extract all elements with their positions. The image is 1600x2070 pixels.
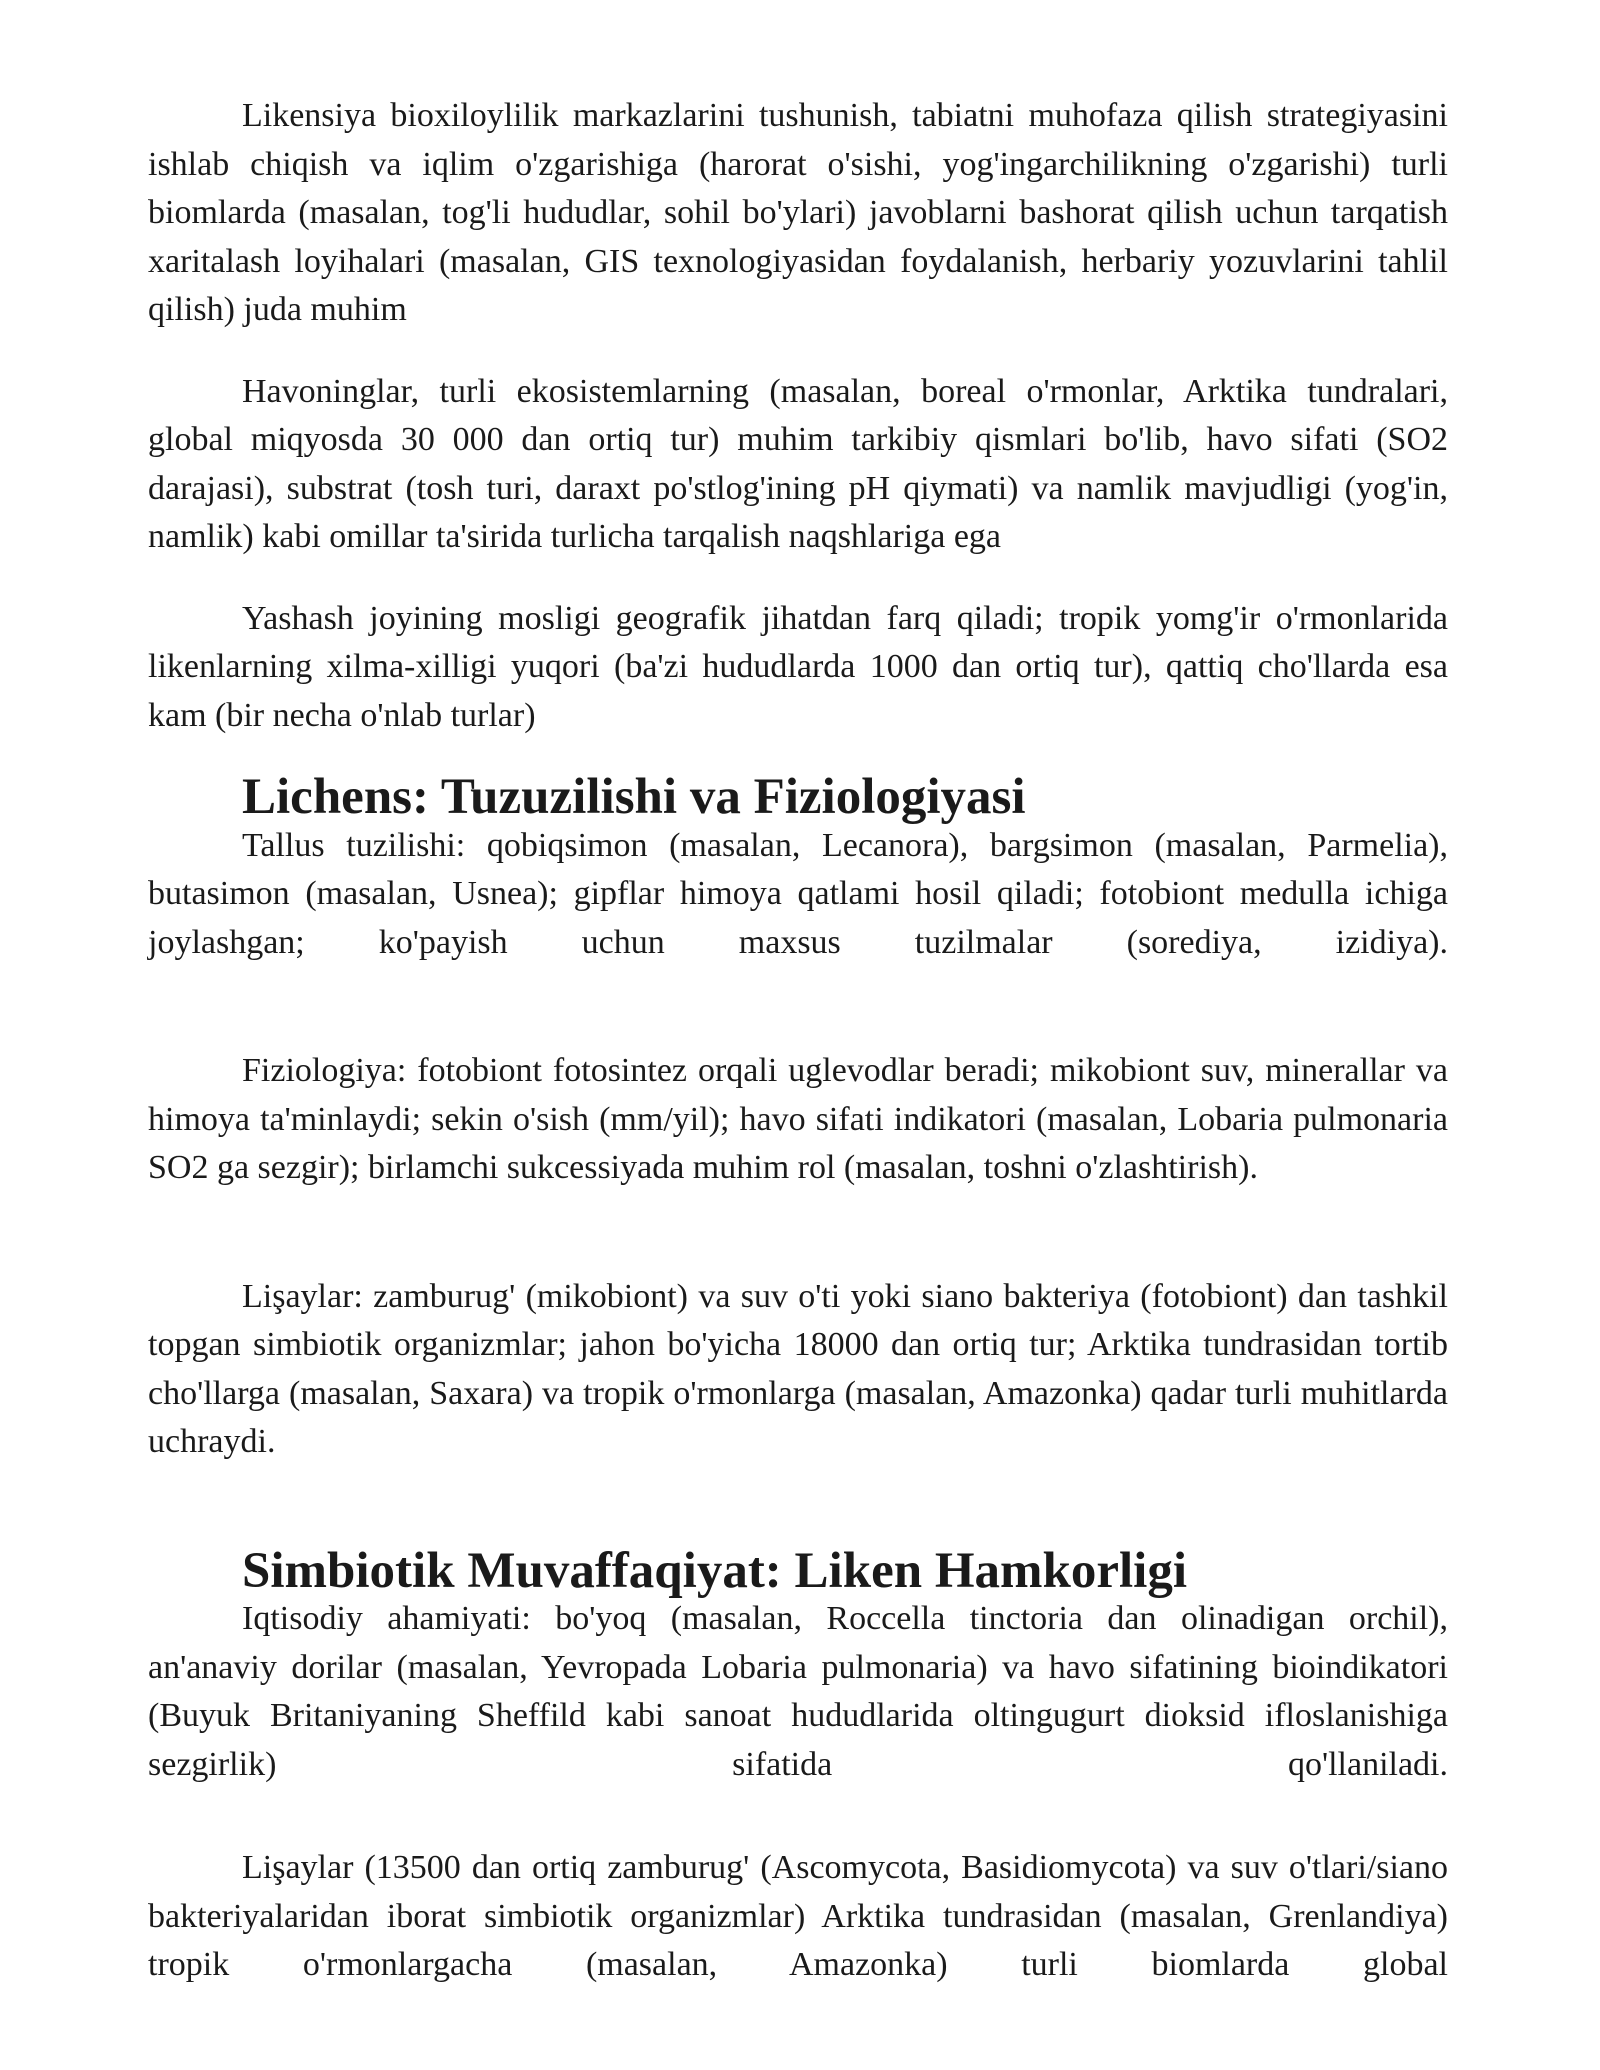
paragraph-thallus-structure: Tallus tuzilishi: qobiqsimon (masalan, Lecanora), bargsimon (masalan, Parmelia), butasimon (masalan, Usnea); gipflar himoya qatlami hosil qiladi; fotobiont medulla ichiga joylashgan; ko'payish uchun maxsus tuzilmalar (sorediya, izidiya). bbox=[148, 826, 1448, 961]
paragraph-lichens-definition: Lişaylar: zamburug' (mikobiont) va suv o'ti yoki siano bakteriya (fotobiont) dan tashkil topgan simbiotik organizmlar; jahon bo'yicha 18000 dan ortiq tur; Arktika tundrasidan tortib cho'llarga (masalan, Saxara) va tropik o'rmonlarga (masalan, Amazonka) qadar turli muhitlarda uchraydi. bbox=[148, 1277, 1448, 1460]
paragraph-habitat-suitability: Yashash joyining mosligi geografik jihatdan farq qiladi; tropik yomg'ir o'rmonlarida likenlarning xilma-xilligi yuqori (ba'zi hududlarda 1000 dan ortiq tur), qattiq cho'llarda esa kam (bir necha o'nlab turlar) bbox=[148, 599, 1448, 734]
paragraph-spacer bbox=[148, 562, 1448, 595]
paragraph-spacer bbox=[148, 1467, 1448, 1547]
paragraph-physiology: Fiziologiya: fotobiont fotosintez orqali uglevodlar beradi; mikobiont suv, minerallar va himoya ta'minlaydi; sekin o'sish (mm/yil); havo sifati indikatori (masalan, Lobaria pulmonaria SO2 ga sezgir); birlamchi sukcessiyada muhim rol (masalan, toshni o'zlashtirish). bbox=[148, 1052, 1448, 1186]
paragraph-lichen-hotspots: Likensiya bioxiloylilik markazlarini tushunish, tabiatni muhofaza qilish strategiyasini ishlab chiqish va iqlim o'zgarishiga (harorat o'sishi, yog'ingarchilikning o'zgarishi) turli biomlarda (masalan, tog'li hududlar, sohil bo'ylari) javoblarni bashorat qilish uchun tarqatish xaritalash loyihalari (masalan, GIS texnologiyasidan foydalanish, herbariy yozuvlarini tahlil qilish) juda muhim bbox=[148, 97, 1448, 328]
document-page bbox=[148, 92, 1448, 1990]
section-heading-symbiotic-success: Simbiotik Muvaffaqiyat: Liken Hamkorligi bbox=[242, 1542, 1187, 1599]
paragraph-spacer bbox=[148, 335, 1448, 368]
paragraph-lichens-distribution: Lişaylar (13500 dan ortiq zamburug' (Ascomycota, Basidiomycota) va suv o'tlari/siano bakteriyalaridan iborat simbiotik organizmlar) Arktika tundrasidan (masalan, Grenlandiya) tropik o'rmonlargacha (masalan, Amazonka) turli biomlarda global bbox=[148, 1849, 1448, 1983]
paragraph-spacer bbox=[148, 1193, 1448, 1273]
paragraph-lichen-ecosystems: Havoninglar, turli ekosistemlarning (masalan, boreal o'rmonlar, Arktika tundralari, global miqyosda 30 000 dan ortiq tur) muhim tarkibiy qismlari bo'lib, havo sifati (SO2 darajasi), substrat (tosh turi, daraxt po'stlog'ining pH qiymati) va namlik mavjudligi (yog'in, namlik) kabi omillar ta'sirida turlicha tarqalish naqshlariga ega bbox=[148, 372, 1448, 555]
paragraph-spacer bbox=[148, 967, 1448, 1047]
paragraph-spacer bbox=[148, 1789, 1448, 1844]
section-heading-structure-physiology: Lichens: Tuzuzilishi va Fiziologiyasi bbox=[242, 769, 1026, 825]
paragraph-economic-importance: Iqtisodiy ahamiyati: bo'yoq (masalan, Roccella tinctoria dan olinadigan orchil), an'anaviy dorilar (masalan, Yevropada Lobaria pulmonaria) va havo sifatining bioindikatori (Buyuk Britaniyaning Sheffild kabi sanoat hududlarida oltingugurt dioksid ifloslanishiga sezgirlik) sifatida qo'llaniladi. bbox=[148, 1600, 1448, 1783]
